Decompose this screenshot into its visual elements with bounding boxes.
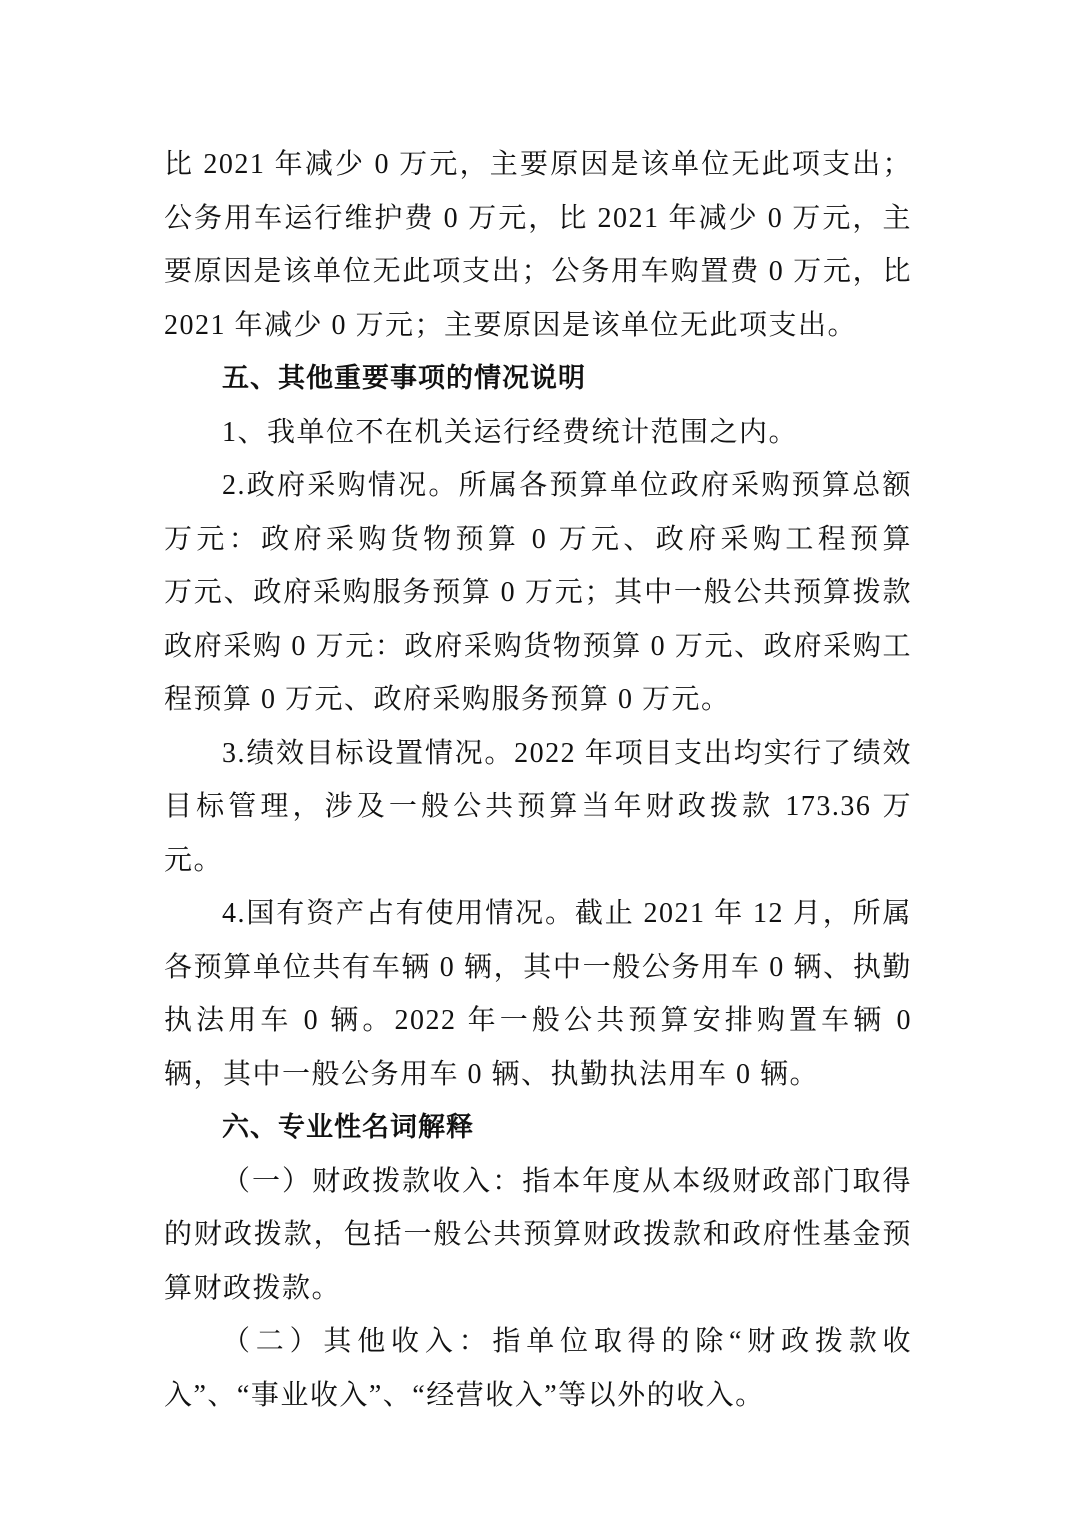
paragraph-item-4: 4.国有资产占有使用情况。截止 2021 年 12 月，所属各预算单位共有车辆 0 辆，其中一般公务用车 0 辆、执勤执法用车 0 辆。2022 年一般公共预算安排购置车辆 0 辆，其中一般公务用车 0 辆、执勤执法用车 0 辆。	[164, 898, 912, 1090]
paragraph-term-2: （二）其他收入：指单位取得的除“财政拨款收入”、“事业收入”、“经营收入”等以外的收入。	[164, 1326, 912, 1411]
paragraph-term-1: （一）财政拨款收入：指本年度从本级财政部门取得的财政拨款，包括一般公共预算财政拨款和政府性基金预算财政拨款。	[164, 1165, 912, 1304]
paragraph-continuation: 比 2021 年减少 0 万元，主要原因是该单位无此项支出；公务用车运行维护费 0 万元，比 2021 年减少 0 万元，主要原因是该单位无此项支出；公务用车购置费 0 万元，比 2021 年减少 0 万元；主要原因是该单位无此项支出。	[164, 149, 912, 341]
paragraph-item-2: 2.政府采购情况。所属各预算单位政府采购预算总额 万元：政府采购货物预算 0 万元、政府采购工程预算 万元、政府采购服务预算 0 万元；其中一般公共预算拨款政府采购 0 万元：政府采购货物预算 0 万元、政府采购工程预算 0 万元、政府采购服务预算 0 万元。	[164, 470, 951, 715]
section-heading-five: 五、其他重要事项的情况说明	[222, 363, 586, 394]
paragraph-item-3: 3.绩效目标设置情况。2022 年项目支出均实行了绩效目标管理，涉及一般公共预算当年财政拨款 173.36 万元。	[164, 737, 912, 876]
section-heading-six: 六、专业性名词解释	[222, 1112, 474, 1143]
document-body	[164, 138, 951, 1422]
paragraph-item-1: 1、我单位不在机关运行经费统计范围之内。	[222, 416, 799, 448]
